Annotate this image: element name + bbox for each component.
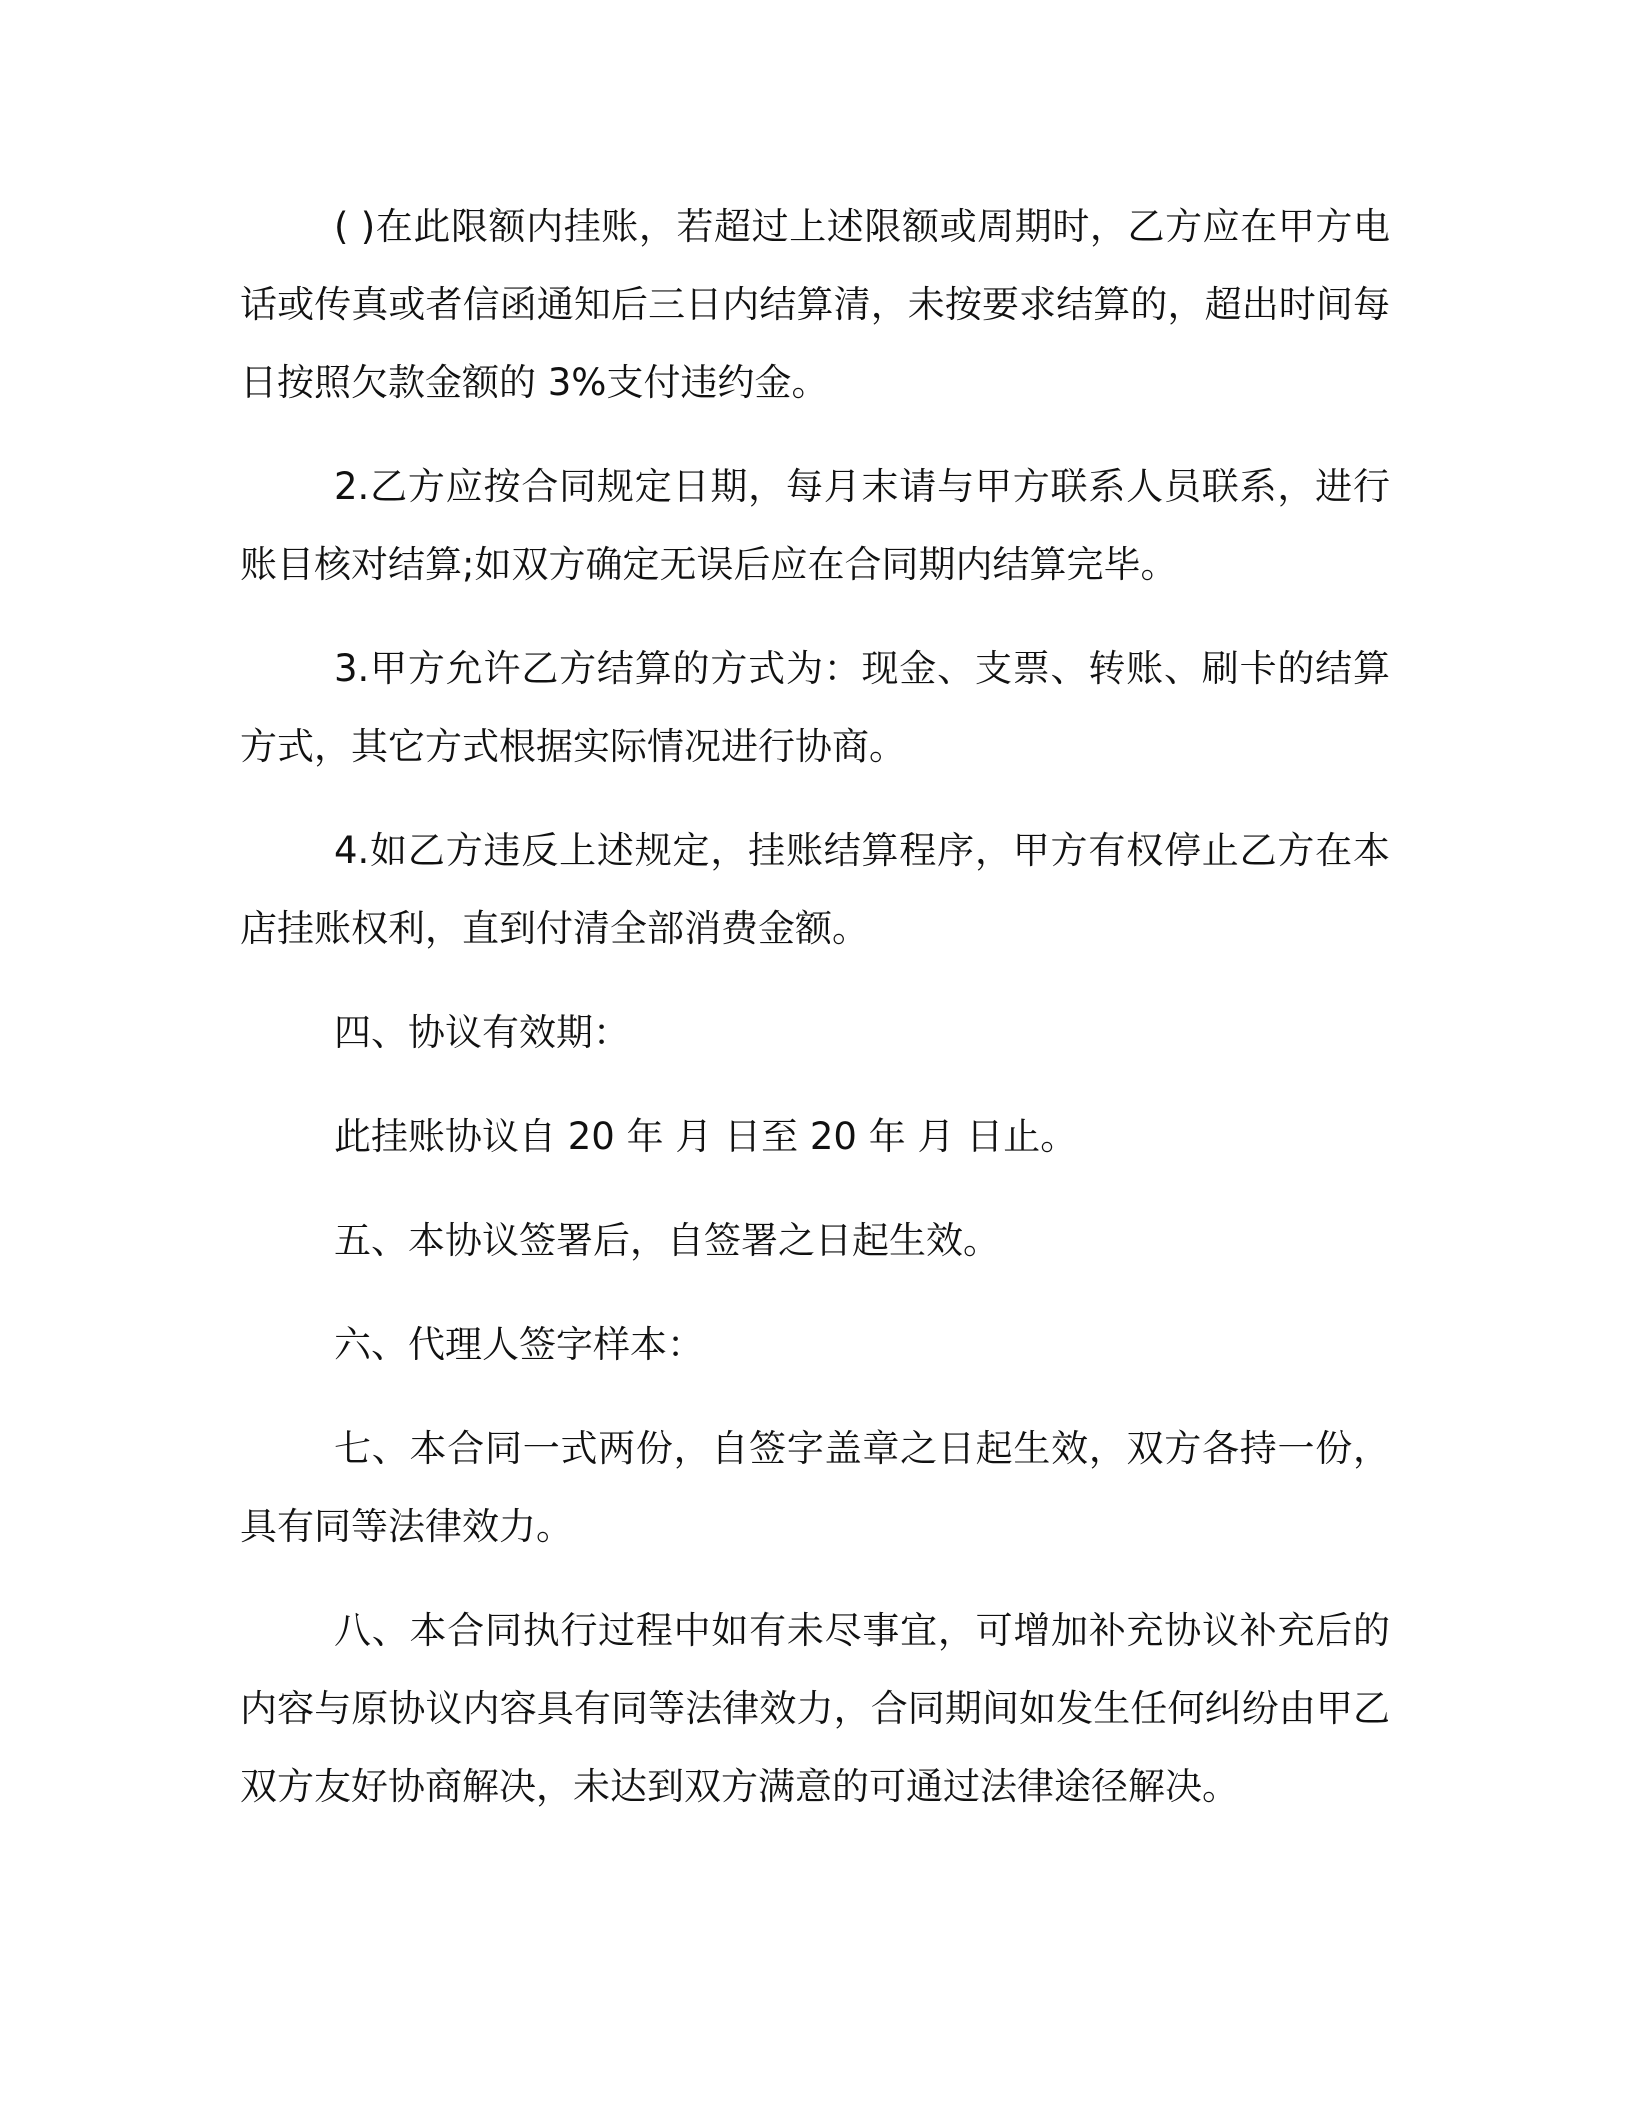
paragraph-clause-4: 4.如乙方违反上述规定，挂账结算程序，甲方有权停止乙方在本店挂账权利，直到付清全部消费金额。	[240, 829, 1390, 950]
section-supplementary: 八、本合同执行过程中如有未尽事宜，可增加补充协议补充后的内容与原协议内容具有同等法律效力，合同期间如发生任何纠纷由甲乙双方友好协商解决，未达到双方满意的可通过法律途径解决。	[240, 1609, 1390, 1808]
paragraph-validity-period: 此挂账协议自 20 年 月 日至 20 年 月 日止。	[334, 1115, 1078, 1158]
section-copies: 七、本合同一式两份，自签字盖章之日起生效，双方各持一份，具有同等法律效力。	[240, 1427, 1390, 1548]
section-signature-sample: 六、代理人签字样本：	[334, 1323, 704, 1366]
paragraph-clause-3: 3.甲方允许乙方结算的方式为：现金、支票、转账、刷卡的结算方式，其它方式根据实际情况进行协商。	[240, 647, 1390, 768]
section-heading-validity: 四、协议有效期：	[334, 1011, 630, 1054]
document-body	[240, 188, 1390, 1852]
paragraph-overdue-penalty: ( )在此限额内挂账，若超过上述限额或周期时，乙方应在甲方电话或传真或者信函通知后三日内结算清，未按要求结算的，超出时间每日按照欠款金额的 3%支付违约金。	[240, 205, 1390, 404]
paragraph-clause-2: 2.乙方应按合同规定日期，每月末请与甲方联系人员联系，进行账目核对结算;如双方确定无误后应在合同期内结算完毕。	[240, 465, 1390, 586]
section-effective: 五、本协议签署后，自签署之日起生效。	[334, 1219, 1000, 1262]
